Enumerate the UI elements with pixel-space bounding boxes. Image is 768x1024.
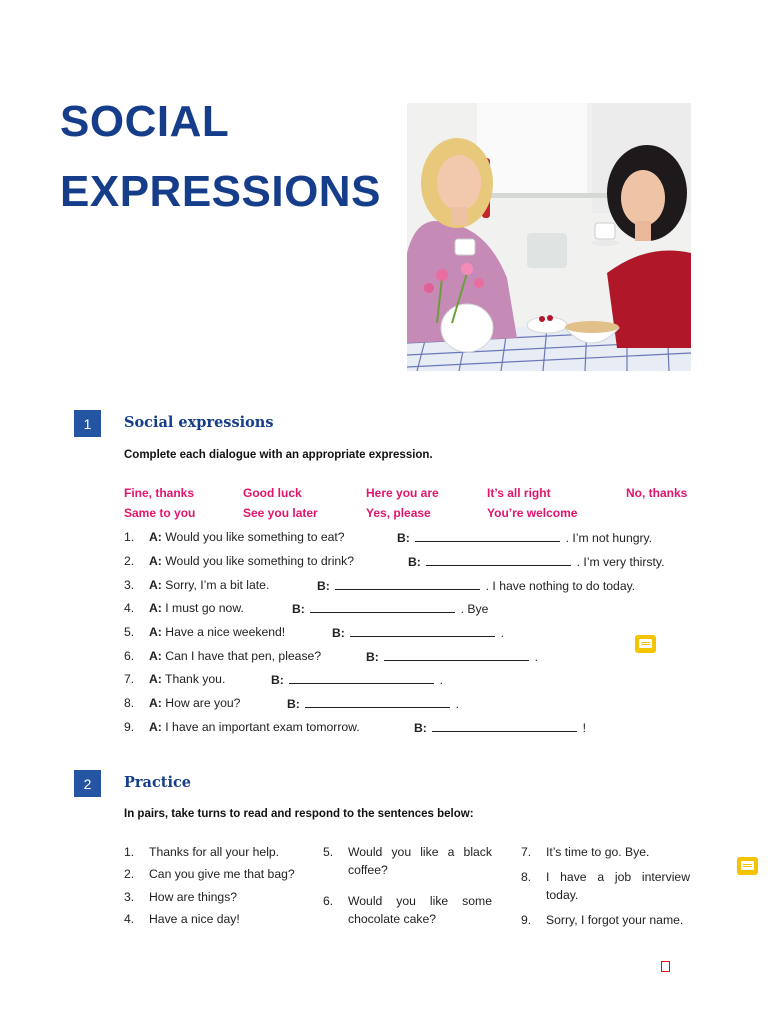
practice-sentence: I have a job interview today. bbox=[546, 870, 690, 902]
response-ending: . bbox=[500, 626, 505, 640]
item-number: 8. bbox=[124, 696, 135, 710]
speaker-b-label: B: bbox=[317, 579, 330, 593]
item-number: 5. bbox=[124, 625, 135, 639]
section-number-badge: 2 bbox=[74, 770, 101, 797]
speaker-b-label: B: bbox=[414, 721, 427, 735]
speaker-a-label: A: bbox=[149, 672, 162, 686]
item-number: 4. bbox=[124, 601, 135, 615]
speaker-a-line: Can I have that pen, please? bbox=[165, 649, 322, 663]
speaker-a-label: A: bbox=[149, 649, 162, 663]
speaker-a-label: A: bbox=[149, 554, 162, 568]
response-ending: . bbox=[534, 650, 539, 664]
speaker-a-line: Would you like something to drink? bbox=[165, 554, 355, 568]
section-instruction: In pairs, take turns to read and respond to the sentences below: bbox=[124, 808, 474, 820]
response-ending: . I’m not hungry. bbox=[565, 531, 653, 545]
response-ending: . I have nothing to do today. bbox=[485, 579, 636, 593]
practice-sentence: How are things? bbox=[149, 890, 238, 904]
word-bank-item: Good luck bbox=[243, 486, 302, 500]
item-number: 9. bbox=[521, 913, 532, 927]
speaker-a-line: I must go now. bbox=[165, 601, 244, 615]
speaker-a-label: A: bbox=[149, 696, 162, 710]
item-number: 7. bbox=[124, 672, 135, 686]
item-number: 1. bbox=[124, 530, 135, 544]
item-number: 8. bbox=[521, 870, 532, 884]
speaker-a-line: Thank you. bbox=[165, 672, 226, 686]
practice-sentence: Thanks for all your help. bbox=[149, 845, 280, 859]
practice-sentence: Would you like some chocolate cake? bbox=[348, 894, 492, 926]
speaker-a-line: Sorry, I’m a bit late. bbox=[165, 578, 270, 592]
practice-sentence: Would you like a black coffee? bbox=[348, 845, 492, 877]
speaker-a-line: Would you like something to eat? bbox=[165, 530, 345, 544]
edit-marker-icon[interactable] bbox=[661, 961, 670, 972]
answer-blank[interactable] bbox=[415, 530, 560, 542]
item-number: 1. bbox=[124, 845, 135, 859]
word-bank-item: Yes, please bbox=[366, 506, 431, 520]
practice-sentence: It’s time to go. Bye. bbox=[546, 845, 650, 859]
answer-blank[interactable] bbox=[335, 578, 480, 590]
word-bank-item: See you later bbox=[243, 506, 318, 520]
item-number: 4. bbox=[124, 912, 135, 926]
answer-blank[interactable] bbox=[350, 625, 495, 637]
page-title-line-1: SOCIAL bbox=[60, 97, 230, 146]
speaker-a-line: How are you? bbox=[165, 696, 241, 710]
word-bank-item: Here you are bbox=[366, 486, 439, 500]
item-number: 6. bbox=[124, 649, 135, 663]
word-bank-item: No, thanks bbox=[626, 486, 688, 500]
section-instruction: Complete each dialogue with an appropriate expression. bbox=[124, 449, 433, 461]
answer-blank[interactable] bbox=[384, 649, 529, 661]
answer-blank[interactable] bbox=[432, 720, 577, 732]
item-number: 3. bbox=[124, 578, 135, 592]
comment-icon[interactable] bbox=[635, 635, 656, 653]
word-bank-item: It’s all right bbox=[487, 486, 551, 500]
speaker-a-label: A: bbox=[149, 530, 162, 544]
section-title: Practice bbox=[124, 774, 192, 791]
speaker-a-line: I have an important exam tomorrow. bbox=[165, 720, 360, 734]
response-ending: ! bbox=[582, 721, 587, 735]
speaker-b-label: B: bbox=[408, 555, 421, 569]
page-title-line-2: EXPRESSIONS bbox=[60, 167, 381, 216]
response-ending: . I’m very thirsty. bbox=[576, 555, 665, 569]
speaker-a-line: Have a nice weekend! bbox=[165, 625, 286, 639]
answer-blank[interactable] bbox=[305, 696, 450, 708]
section-title: Social expressions bbox=[124, 414, 274, 431]
answer-blank[interactable] bbox=[310, 601, 455, 613]
item-number: 7. bbox=[521, 845, 532, 859]
response-ending: . Bye bbox=[460, 602, 489, 616]
practice-sentence: Sorry, I forgot your name. bbox=[546, 913, 684, 927]
speaker-a-label: A: bbox=[149, 601, 162, 615]
speaker-b-label: B: bbox=[397, 531, 410, 545]
item-number: 2. bbox=[124, 867, 135, 881]
section-number-badge: 1 bbox=[74, 410, 101, 437]
response-ending: . bbox=[439, 673, 444, 687]
speaker-a-label: A: bbox=[149, 578, 162, 592]
speaker-b-label: B: bbox=[332, 626, 345, 640]
item-number: 5. bbox=[323, 845, 334, 859]
speaker-a-label: A: bbox=[149, 625, 162, 639]
item-number: 9. bbox=[124, 720, 135, 734]
response-ending: . bbox=[455, 697, 460, 711]
speaker-b-label: B: bbox=[271, 673, 284, 687]
answer-blank[interactable] bbox=[289, 672, 434, 684]
word-bank-item: You’re welcome bbox=[487, 506, 578, 520]
photo-two-women-drinking-tea bbox=[407, 103, 691, 371]
speaker-b-label: B: bbox=[292, 602, 305, 616]
item-number: 3. bbox=[124, 890, 135, 904]
word-bank-item: Same to you bbox=[124, 506, 196, 520]
word-bank-item: Fine, thanks bbox=[124, 486, 195, 500]
item-number: 2. bbox=[124, 554, 135, 568]
practice-sentence: Can you give me that bag? bbox=[149, 867, 295, 881]
practice-sentence: Have a nice day! bbox=[149, 912, 240, 926]
speaker-a-label: A: bbox=[149, 720, 162, 734]
speaker-b-label: B: bbox=[366, 650, 379, 664]
comment-icon[interactable] bbox=[737, 857, 758, 875]
item-number: 6. bbox=[323, 894, 334, 908]
answer-blank[interactable] bbox=[426, 554, 571, 566]
speaker-b-label: B: bbox=[287, 697, 300, 711]
